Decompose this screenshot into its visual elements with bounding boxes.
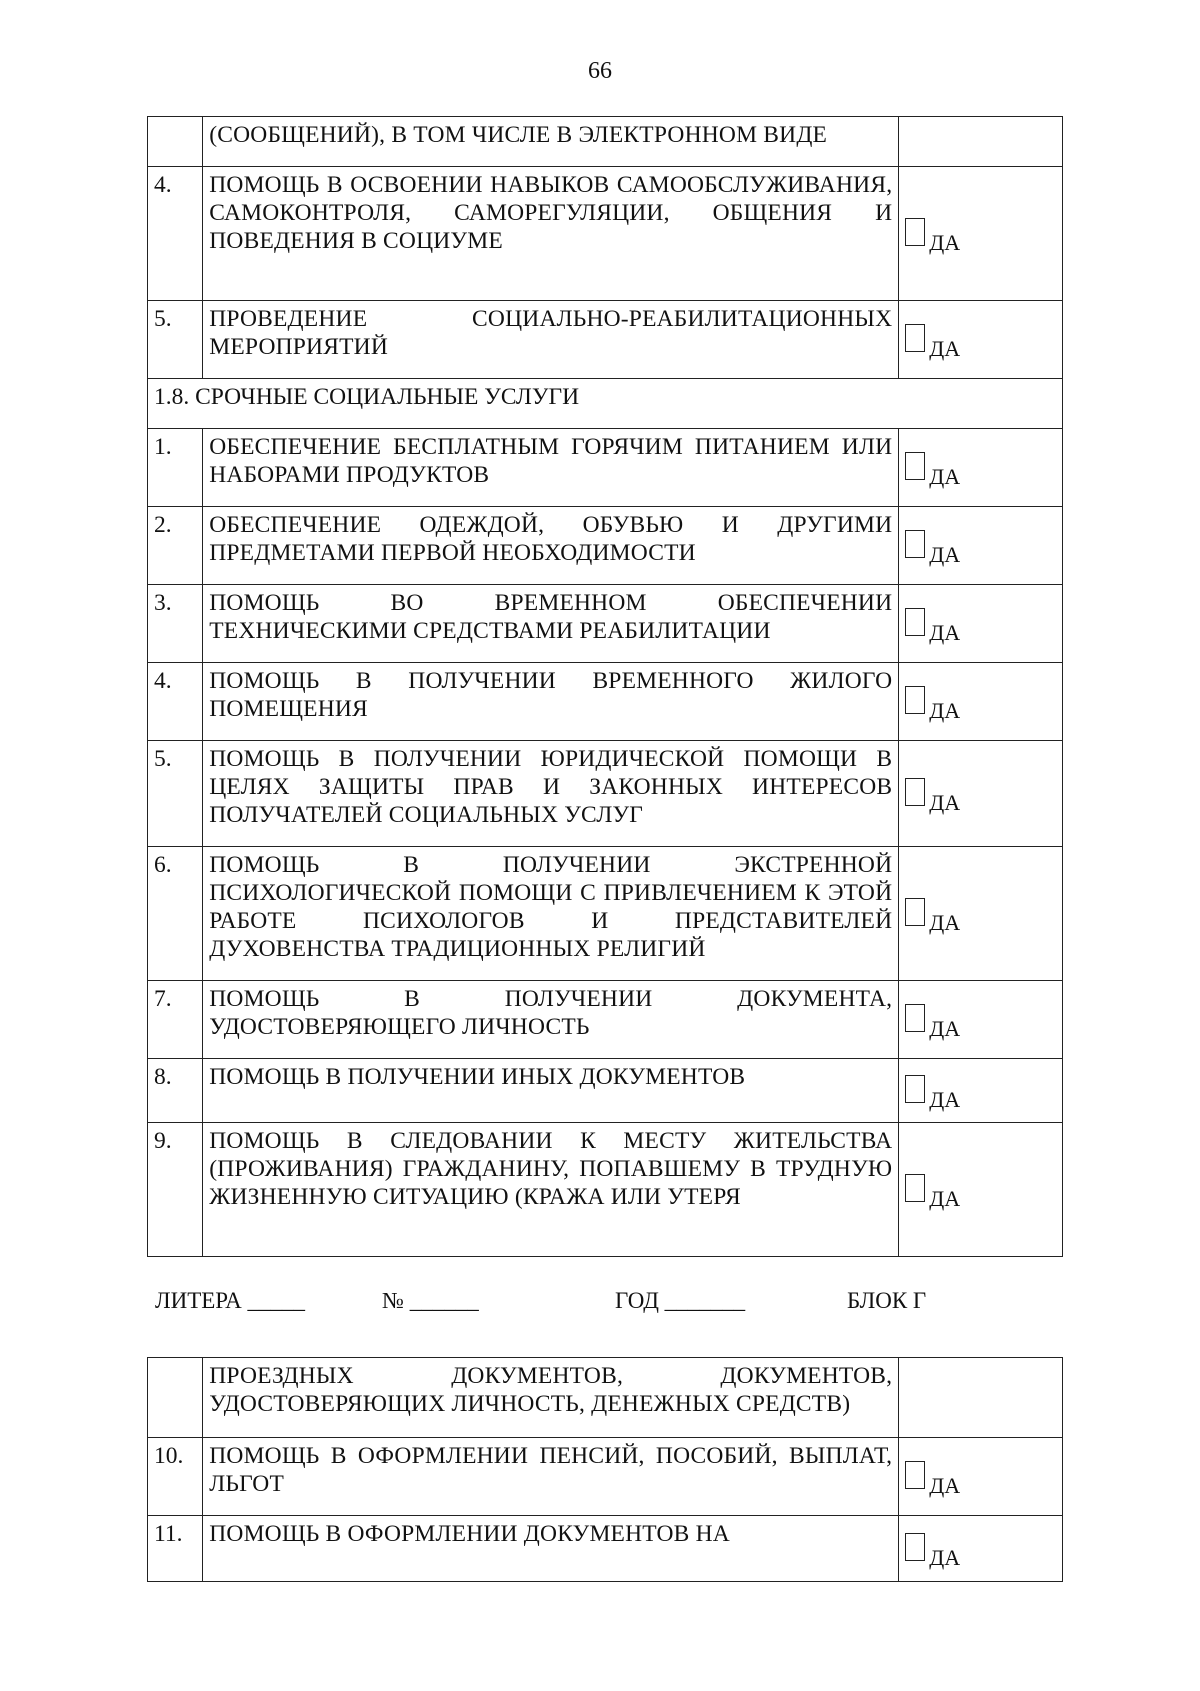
check-cell: [899, 1438, 1063, 1516]
check-cell: [899, 663, 1063, 741]
service-description: ПОМОЩЬ В ОСВОЕНИИ НАВЫКОВ САМООБСЛУЖИВАНИЯ, САМОКОНТРОЛЯ, САМОРЕГУЛЯЦИИ, ОБЩЕНИЯ И ПОВЕДЕНИЯ В СОЦИУМЕ: [203, 167, 899, 301]
number-field[interactable]: № ______: [382, 1288, 479, 1313]
table-row: [148, 1438, 1063, 1516]
check-cell: [899, 585, 1063, 663]
row-number: [148, 117, 203, 167]
row-number: 2.: [148, 507, 203, 585]
row-number: 7.: [148, 981, 203, 1059]
check-cell: [899, 507, 1063, 585]
check-cell: [899, 1516, 1063, 1582]
yes-label: ДА: [929, 464, 961, 489]
check-cell: [899, 981, 1063, 1059]
checkbox[interactable]: [905, 452, 925, 480]
row-number: 3.: [148, 585, 203, 663]
table-row: [148, 847, 1063, 981]
row-number: 4.: [148, 167, 203, 301]
table-row: [148, 981, 1063, 1059]
check-cell: [899, 1059, 1063, 1123]
litera-field[interactable]: ЛИТЕРА _____: [155, 1288, 306, 1313]
checkbox[interactable]: [905, 530, 925, 558]
checkbox[interactable]: [905, 1004, 925, 1032]
service-description: ПРОВЕДЕНИЕ СОЦИАЛЬНО-РЕАБИЛИТАЦИОННЫХ МЕРОПРИЯТИЙ: [203, 301, 899, 379]
yes-label: ДА: [929, 1016, 961, 1041]
yes-label: ДА: [929, 1087, 961, 1112]
service-description: ПРОЕЗДНЫХ ДОКУМЕНТОВ, ДОКУМЕНТОВ, УДОСТОВЕРЯЮЩИХ ЛИЧНОСТЬ, ДЕНЕЖНЫХ СРЕДСТВ): [203, 1358, 899, 1438]
yes-label: ДА: [929, 620, 961, 645]
service-description: ПОМОЩЬ В ПОЛУЧЕНИИ ДОКУМЕНТА, УДОСТОВЕРЯЮЩЕГО ЛИЧНОСТЬ: [203, 981, 899, 1059]
page-number: 66: [588, 58, 612, 84]
checkbox[interactable]: [905, 1174, 925, 1202]
check-cell: [899, 429, 1063, 507]
row-number: 5.: [148, 741, 203, 847]
row-number: 8.: [148, 1059, 203, 1123]
table-row: [148, 301, 1063, 379]
row-number: 6.: [148, 847, 203, 981]
service-description: ПОМОЩЬ В ПОЛУЧЕНИИ ЭКСТРЕННОЙ ПСИХОЛОГИЧЕСКОЙ ПОМОЩИ С ПРИВЛЕЧЕНИЕМ К ЭТОЙ РАБОТЕ ПСИХОЛОГОВ И ПРЕДСТАВИТЕЛЕЙ ДУХОВЕНСТВА ТРАДИЦИОННЫХ РЕЛИГИЙ: [203, 847, 899, 981]
yes-label: ДА: [929, 230, 961, 255]
row-number: 9.: [148, 1123, 203, 1257]
row-number: 1.: [148, 429, 203, 507]
yes-label: ДА: [929, 542, 961, 567]
check-cell: [899, 1123, 1063, 1257]
checkbox[interactable]: [905, 608, 925, 636]
service-description: ПОМОЩЬ ВО ВРЕМЕННОМ ОБЕСПЕЧЕНИИ ТЕХНИЧЕСКИМИ СРЕДСТВАМИ РЕАБИЛИТАЦИИ: [203, 585, 899, 663]
table-row: [148, 429, 1063, 507]
yes-label: ДА: [929, 790, 961, 815]
table-row: [148, 663, 1063, 741]
checkbox[interactable]: [905, 218, 925, 246]
yes-label: ДА: [929, 1545, 961, 1570]
service-description: ПОМОЩЬ В ПОЛУЧЕНИИ ЮРИДИЧЕСКОЙ ПОМОЩИ В ЦЕЛЯХ ЗАЩИТЫ ПРАВ И ЗАКОННЫХ ИНТЕРЕСОВ ПОЛУЧАТЕЛЕЙ СОЦИАЛЬНЫХ УСЛУГ: [203, 741, 899, 847]
service-description: (СООБЩЕНИЙ), В ТОМ ЧИСЛЕ В ЭЛЕКТРОННОМ ВИДЕ: [203, 117, 899, 167]
table-row: [148, 741, 1063, 847]
check-cell: [899, 847, 1063, 981]
check-cell: [899, 117, 1063, 167]
service-description: ПОМОЩЬ В ПОЛУЧЕНИИ ИНЫХ ДОКУМЕНТОВ: [203, 1059, 899, 1123]
table-row: [148, 1358, 1063, 1438]
checkbox[interactable]: [905, 778, 925, 806]
service-description: ОБЕСПЕЧЕНИЕ ОДЕЖДОЙ, ОБУВЬЮ И ДРУГИМИ ПРЕДМЕТАМИ ПЕРВОЙ НЕОБХОДИМОСТИ: [203, 507, 899, 585]
yes-label: ДА: [929, 1186, 961, 1211]
yes-label: ДА: [929, 336, 961, 361]
yes-label: ДА: [929, 910, 961, 935]
year-field[interactable]: ГОД _______: [615, 1288, 746, 1313]
service-description: ПОМОЩЬ В ОФОРМЛЕНИИ ПЕНСИЙ, ПОСОБИЙ, ВЫПЛАТ, ЛЬГОТ: [203, 1438, 899, 1516]
section-header-row: [148, 379, 1063, 429]
yes-label: ДА: [929, 698, 961, 723]
yes-label: ДА: [929, 1473, 961, 1498]
row-number: 11.: [148, 1516, 203, 1582]
check-cell: [899, 167, 1063, 301]
table-row: [148, 1123, 1063, 1257]
checkbox[interactable]: [905, 1075, 925, 1103]
services-table: [147, 116, 1063, 1257]
service-description: ПОМОЩЬ В ОФОРМЛЕНИИ ДОКУМЕНТОВ НА: [203, 1516, 899, 1582]
section-title: 1.8. СРОЧНЫЕ СОЦИАЛЬНЫЕ УСЛУГИ: [148, 379, 1063, 429]
check-cell: [899, 1358, 1063, 1438]
row-number: 10.: [148, 1438, 203, 1516]
check-cell: [899, 741, 1063, 847]
service-description: ПОМОЩЬ В СЛЕДОВАНИИ К МЕСТУ ЖИТЕЛЬСТВА (ПРОЖИВАНИЯ) ГРАЖДАНИНУ, ПОПАВШЕМУ В ТРУДНУЮ ЖИЗНЕННУЮ СИТУАЦИЮ (КРАЖА ИЛИ УТЕРЯ: [203, 1123, 899, 1257]
table-row: [148, 507, 1063, 585]
checkbox[interactable]: [905, 686, 925, 714]
check-cell: [899, 301, 1063, 379]
row-number: 4.: [148, 663, 203, 741]
table-row: [148, 585, 1063, 663]
table-row: [148, 117, 1063, 167]
table-row: [148, 167, 1063, 301]
checkbox[interactable]: [905, 324, 925, 352]
checkbox[interactable]: [905, 1533, 925, 1561]
service-description: ПОМОЩЬ В ПОЛУЧЕНИИ ВРЕМЕННОГО ЖИЛОГО ПОМЕЩЕНИЯ: [203, 663, 899, 741]
block-label: БЛОК Г: [847, 1288, 927, 1313]
table-row: [148, 1059, 1063, 1123]
checkbox[interactable]: [905, 1461, 925, 1489]
row-number: [148, 1358, 203, 1438]
services-table-continued: [147, 1357, 1063, 1582]
service-description: ОБЕСПЕЧЕНИЕ БЕСПЛАТНЫМ ГОРЯЧИМ ПИТАНИЕМ ИЛИ НАБОРАМИ ПРОДУКТОВ: [203, 429, 899, 507]
checkbox[interactable]: [905, 898, 925, 926]
table-row: [148, 1516, 1063, 1582]
row-number: 5.: [148, 301, 203, 379]
